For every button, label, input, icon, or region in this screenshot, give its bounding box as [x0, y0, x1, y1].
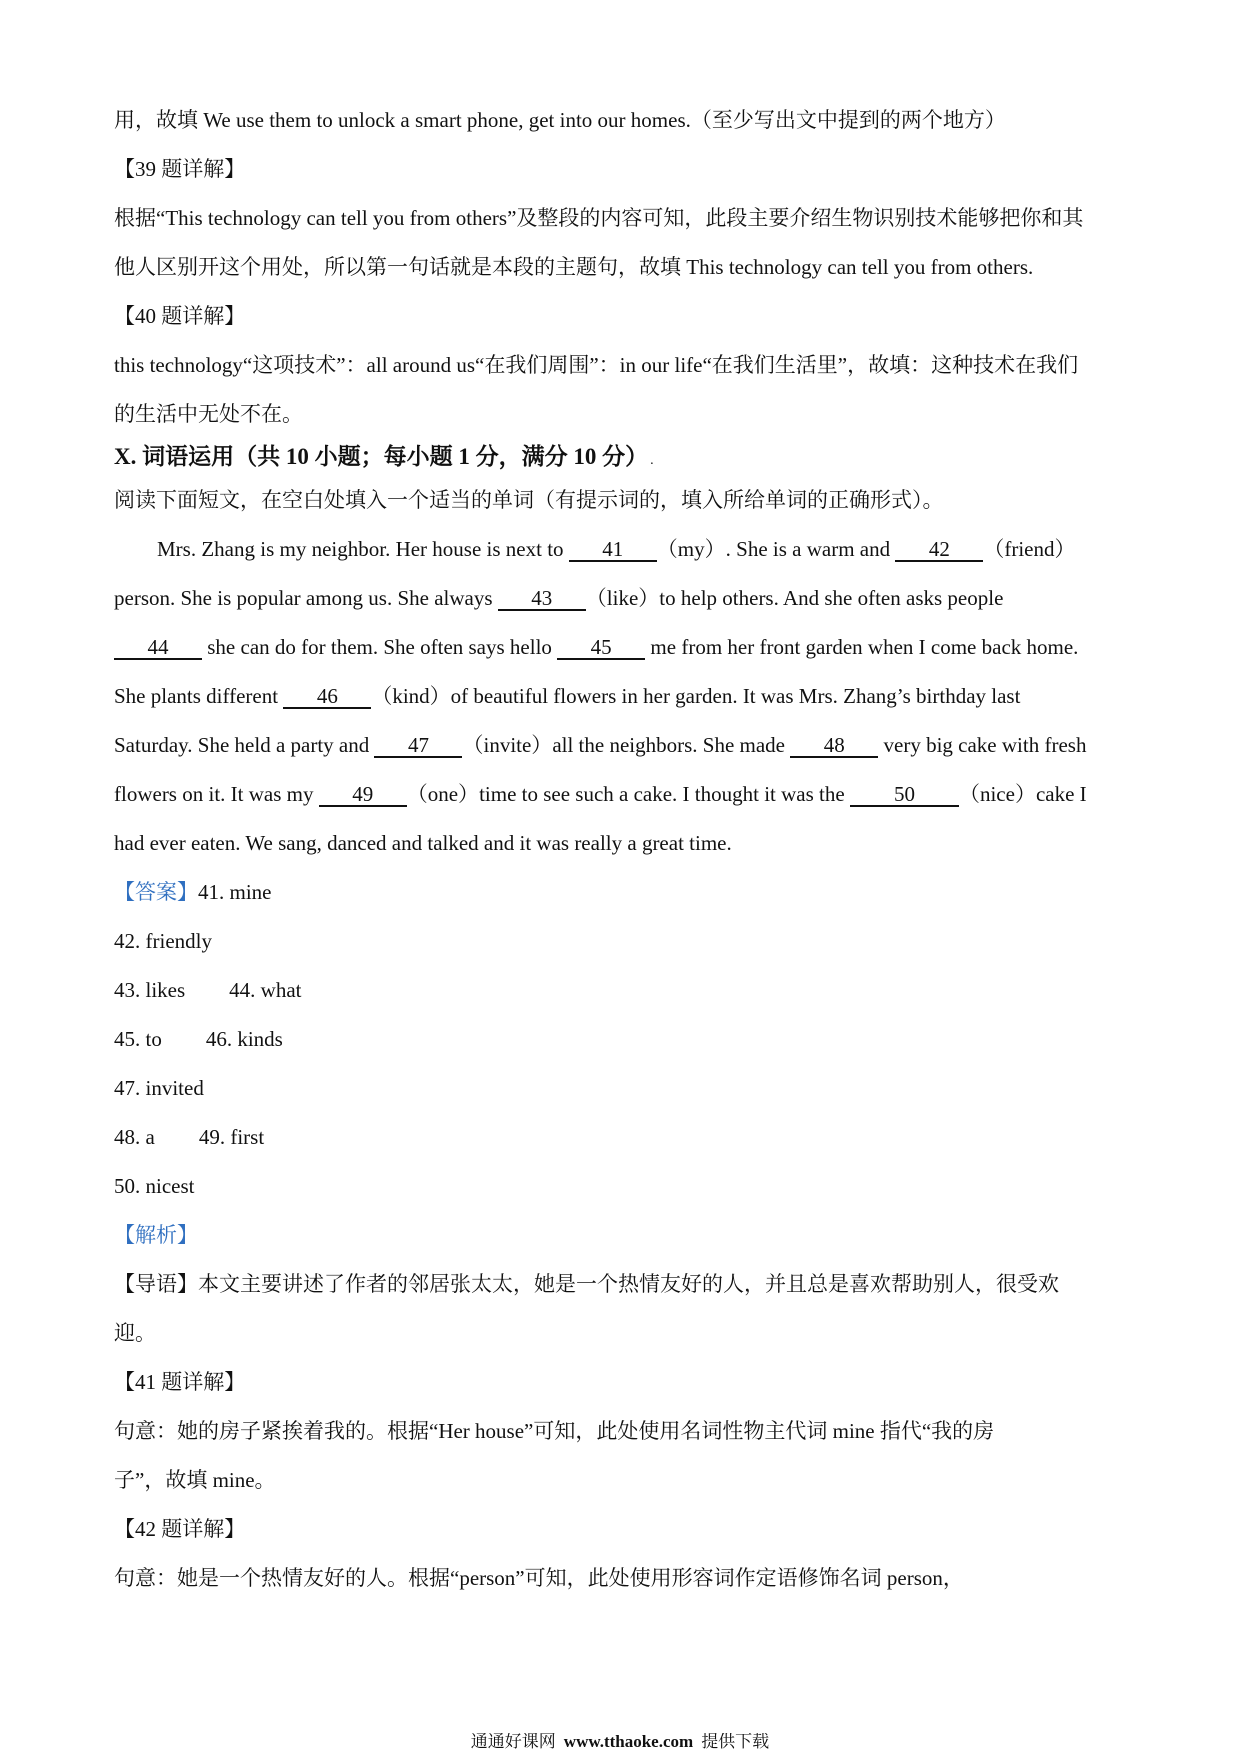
- paragraph-line: 句意：她是一个热情友好的人。根据“person”可知，此处使用形容词作定语修饰名词 person，: [114, 1566, 964, 1590]
- hint-word: （nice）: [958, 782, 1036, 806]
- passage-text: Saturday. She held a party and: [114, 733, 375, 757]
- continued-answer-line: 用，故填 We use them to unlock a smart phone, get into our homes.（至少写出文中提到的两个地方）: [114, 108, 1006, 132]
- answer-item: 50. nicest: [114, 1174, 195, 1198]
- question-41-title: 【41 题详解】: [114, 1370, 246, 1394]
- blank-45: 45: [557, 637, 645, 660]
- answer-row: [114, 966, 1134, 1015]
- section-heading-tail: .: [650, 453, 654, 468]
- page-content: [114, 96, 1134, 1603]
- passage-line: [114, 574, 1134, 623]
- answer-row: [114, 1113, 1134, 1162]
- answer-item: 48. a: [114, 1125, 155, 1149]
- answer-item: 42. friendly: [114, 929, 212, 953]
- paragraph-line: 根据“This technology can tell you from others”及整段的内容可知，此段主要介绍生物识别技术能够把你和其: [114, 206, 1084, 230]
- answer-row: [114, 1015, 1134, 1064]
- blank-42: 42: [895, 539, 983, 562]
- passage-text: cake I: [1035, 782, 1087, 806]
- answer-item: 43. likes: [114, 978, 186, 1002]
- footer-suffix: 提供下载: [701, 1733, 770, 1751]
- passage-text: had ever eaten. We sang, danced and talked and it was really a great time.: [114, 831, 732, 855]
- question-39-title: 【39 题详解】: [114, 157, 246, 181]
- answer-row: [114, 917, 1134, 966]
- footer-url: www.tthaoke.com: [563, 1733, 694, 1751]
- page-footer: [0, 1733, 1240, 1751]
- passage-text: me from her front garden when I come back home.: [645, 635, 1079, 659]
- passage-text: time to see such a cake. I thought it was the: [479, 782, 850, 806]
- paragraph-line: 他人区别开这个用处，所以第一句话就是本段的主题句，故填 This technology can tell you from others.: [114, 255, 1034, 279]
- blank-47: 47: [374, 735, 462, 758]
- answer-item: 49. first: [198, 1125, 265, 1149]
- answer-item: 47. invited: [114, 1076, 204, 1100]
- question-42-title: 【42 题详解】: [114, 1517, 246, 1541]
- footer-site-name: 通通好课网: [470, 1733, 556, 1751]
- passage-line: [114, 672, 1134, 721]
- passage-text: she can do for them. She often says hello: [202, 635, 558, 659]
- answer-item: 44. what: [229, 978, 302, 1002]
- blank-43: 43: [498, 588, 586, 611]
- blank-49: 49: [319, 784, 407, 807]
- passage-text: all the neighbors. She made: [552, 733, 791, 757]
- hint-word: （invite）: [462, 733, 553, 757]
- passage-text: Mrs. Zhang is my neighbor. Her house is next to: [157, 537, 569, 561]
- section-heading-text: X. 词语运用（共 10 小题；每小题 1 分，满分 10 分）: [114, 444, 649, 469]
- answer-item: 46. kinds: [205, 1027, 283, 1051]
- hint-word: （friend）: [983, 537, 1076, 561]
- hint-word: （my）: [656, 537, 726, 561]
- passage-line: [114, 525, 1134, 574]
- analysis-intro-line: 【导语】本文主要讲述了作者的邻居张太太，她是一个热情友好的人，并且总是喜欢帮助别人，很受欢: [114, 1272, 1059, 1296]
- passage-text: She plants different: [114, 684, 284, 708]
- answer-row: [114, 1064, 1134, 1113]
- question-40-title: 【40 题详解】: [114, 304, 246, 328]
- passage-line: [114, 623, 1134, 672]
- analysis-label: 【解析】: [114, 1223, 198, 1247]
- answer-row: [114, 1162, 1134, 1211]
- answer-label: 【答案】: [114, 880, 198, 904]
- hint-word: （one）: [406, 782, 480, 806]
- blank-46: 46: [283, 686, 371, 709]
- passage-text: person. She is popular among us. She always: [114, 586, 498, 610]
- paragraph-line: 子”，故填 mine。: [114, 1468, 276, 1492]
- passage-text: . She is a warm and: [725, 537, 896, 561]
- passage-text: to help others. And she often asks people: [659, 586, 1004, 610]
- answer-row: [114, 868, 1134, 917]
- blank-48: 48: [790, 735, 878, 758]
- hint-word: （kind）: [371, 684, 451, 708]
- blank-41: 41: [569, 539, 657, 562]
- section-instruction: 阅读下面短文，在空白处填入一个适当的单词（有提示词的，填入所给单词的正确形式）。: [114, 488, 944, 512]
- blank-44: 44: [114, 637, 202, 660]
- passage-text: of beautiful flowers in her garden. It was Mrs. Zhang’s birthday last: [450, 684, 1021, 708]
- blank-50: 50: [850, 784, 959, 807]
- answer-item: 45. to: [114, 1027, 162, 1051]
- analysis-label-row: [114, 1211, 1134, 1260]
- passage-line: [114, 721, 1134, 770]
- answer-item: 41. mine: [198, 880, 272, 904]
- hint-word: （like）: [585, 586, 660, 610]
- paragraph-line: 句意：她的房子紧挨着我的。根据“Her house”可知，此处使用名词性物主代词 mine 指代“我的房: [114, 1419, 995, 1443]
- paragraph-line: 的生活中无处不在。: [114, 402, 303, 426]
- passage-text: very big cake with fresh: [878, 733, 1087, 757]
- passage-line: [114, 770, 1134, 819]
- analysis-intro-line: 迎。: [114, 1321, 156, 1345]
- section-heading: [114, 439, 1134, 475]
- paragraph-line: this technology“这项技术”：all around us“在我们周围”：in our life“在我们生活里”，故填：这种技术在我们: [114, 353, 1079, 377]
- passage-line: [114, 819, 1134, 868]
- passage-text: flowers on it. It was my: [114, 782, 319, 806]
